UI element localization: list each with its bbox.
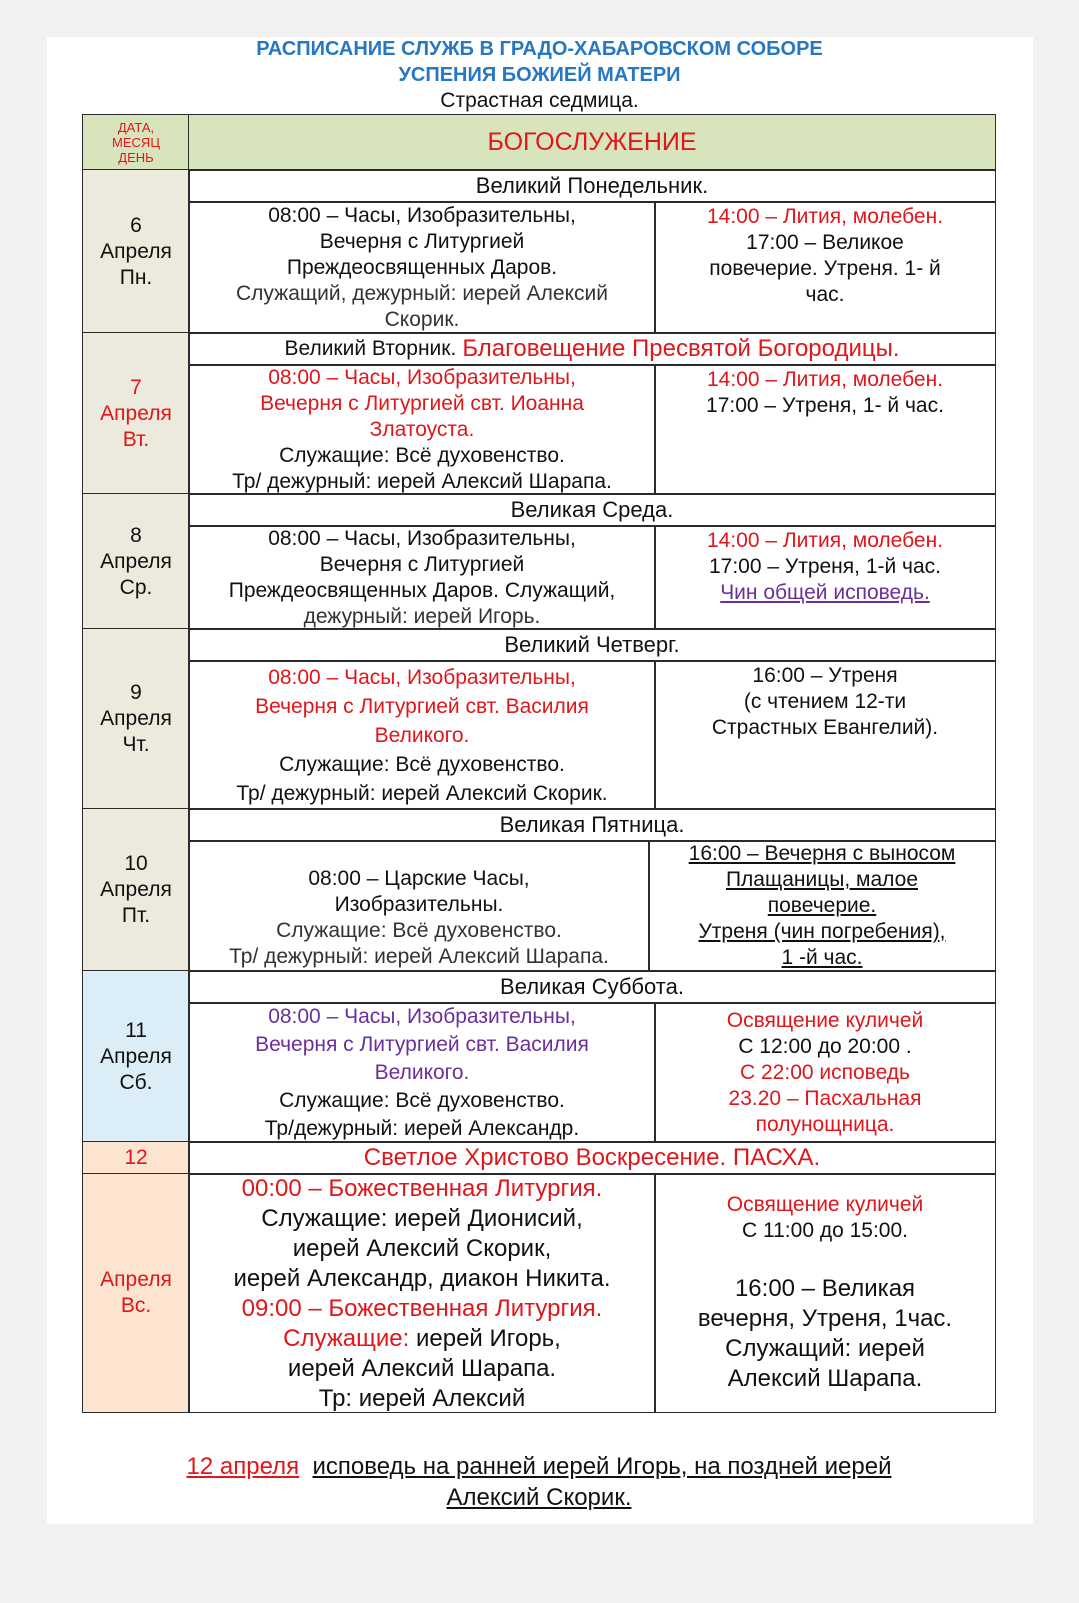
- weekday: Ср.: [119, 575, 153, 599]
- service-line: 23.20 – Пасхальная: [728, 1086, 922, 1110]
- date-cell-friday: [82, 808, 190, 972]
- service-line: Вечерня с Литургией: [319, 552, 525, 576]
- clergy-line: Служащие: иерей Дионисий,: [261, 1205, 583, 1232]
- footer-note: [82, 1451, 996, 1513]
- clergy-line: Алексий Шарапа.: [727, 1365, 923, 1392]
- day-title: Великий Понедельник.: [475, 173, 709, 198]
- weekday: Вт.: [122, 427, 150, 451]
- month: Апреля: [100, 878, 172, 901]
- clergy-line: Тр: иерей Алексий: [318, 1385, 526, 1412]
- date-cell-thursday: [82, 628, 190, 810]
- service-line: 16:00 – Утреня: [752, 664, 898, 687]
- service-line: 1 -й час.: [781, 946, 863, 969]
- day-title: Великая Пятница.: [499, 812, 685, 837]
- right-cell-thursday: [654, 660, 996, 810]
- day-number: 8: [130, 523, 142, 547]
- day-title-thursday: [188, 628, 996, 662]
- right-cell-friday: [648, 840, 996, 972]
- right-cell-tuesday: [654, 364, 996, 495]
- weekday: Сб.: [119, 1070, 153, 1094]
- service-line: 17:00 – Утреня, 1-й час.: [708, 555, 942, 578]
- service-line: 16:00 – Великая: [734, 1275, 916, 1302]
- service-line: Изобразительны.: [334, 893, 504, 916]
- month: Апреля: [100, 549, 172, 573]
- day-title: Великая Среда.: [510, 497, 674, 522]
- clergy-line: дежурный: иерей Игорь.: [303, 604, 541, 628]
- weekday: Пн.: [119, 265, 153, 289]
- left-cell-wednesday: [188, 525, 656, 630]
- clergy-line: Служащие: Всё духовенство.: [279, 752, 565, 776]
- clergy-line: Служащие: Всё духовенство.: [279, 443, 565, 467]
- service-line: Великого.: [374, 1060, 470, 1084]
- date-header-line-3: ДЕНЬ: [118, 150, 154, 165]
- service-line: Вечерня с Литургией свт. Василия: [255, 694, 589, 718]
- clergy-line: Служащие: Всё духовенство.: [279, 1088, 565, 1112]
- day-number: 12: [124, 1146, 148, 1169]
- title-line-2: УСПЕНИЯ БОЖИЕЙ МАТЕРИ: [398, 64, 681, 86]
- date-cell-easter-number: [82, 1141, 190, 1175]
- day-title-monday: [188, 169, 996, 203]
- left-cell-friday: [188, 840, 650, 972]
- clergy-line: Тр/ дежурный: иерей Алексий Скорик.: [236, 781, 608, 805]
- date-cell-saturday: [82, 970, 190, 1143]
- clergy-line: иерей Игорь,: [415, 1325, 561, 1352]
- day-title: Великий Вторник.: [284, 337, 457, 360]
- subtitle: Страстная седмица.: [440, 89, 639, 112]
- clergy-line: Тр/дежурный: иерей Александр.: [264, 1116, 580, 1140]
- service-line: Страстных Евангелий).: [711, 716, 939, 739]
- service-line: Вечерня с Литургией свт. Василия: [255, 1032, 589, 1056]
- service-line: вечерня, Утреня, 1час.: [697, 1305, 953, 1332]
- service-line: Вечерня с Литургией: [319, 229, 525, 253]
- feast-title: Благовещение Пресвятой Богородицы.: [462, 335, 900, 362]
- service-line: 08:00 – Часы, Изобразительны,: [268, 203, 576, 227]
- left-cell-easter: [188, 1173, 656, 1413]
- left-cell-tuesday: [188, 364, 656, 495]
- easter-title: Светлое Христово Воскресение. ПАСХА.: [363, 1144, 821, 1171]
- service-line: повечерие. Утреня. 1- й: [709, 257, 941, 280]
- clergy-line: Скорик.: [384, 307, 460, 331]
- schedule-table: [82, 114, 996, 1450]
- weekday: Вс.: [120, 1294, 152, 1317]
- liturgy-line: 00:00 – Божественная Литургия.: [241, 1175, 603, 1202]
- service-line: Плащаницы, малое: [725, 868, 919, 891]
- day-title-friday: [188, 808, 996, 842]
- day-number: 7: [130, 375, 142, 399]
- clergy-line: иерей Алексий Шарапа.: [287, 1355, 557, 1382]
- service-line: С 11:00 до 15:00.: [742, 1219, 908, 1242]
- confession-line: С 22:00 исповедь: [740, 1060, 910, 1084]
- day-title-tuesday: [188, 332, 996, 366]
- clergy-line: Служащие: Всё духовенство.: [276, 919, 562, 942]
- month: Апреля: [100, 1044, 172, 1068]
- month: Апреля: [100, 707, 172, 730]
- kulich-line: Освящение куличей: [726, 1008, 924, 1032]
- date-cell-easter: [82, 1173, 190, 1413]
- weekday: Чт.: [122, 733, 150, 756]
- easter-title-cell: [188, 1141, 996, 1175]
- day-title-wednesday: [188, 493, 996, 527]
- day-title-saturday: [188, 970, 996, 1004]
- service-line: 08:00 – Часы, Изобразительны,: [268, 526, 576, 550]
- service-line: Преждеосвященных Даров. Служащий,: [228, 578, 616, 602]
- litia-line: 14:00 – Лития, молебен.: [706, 368, 944, 391]
- service-line: 16:00 – Вечерня с выносом: [688, 842, 956, 865]
- day-title: Великая Суббота.: [500, 974, 684, 999]
- day-title: Великий Четверг.: [504, 632, 680, 657]
- left-cell-monday: [188, 201, 656, 334]
- clergy-line: Служащий: иерей: [725, 1335, 925, 1362]
- date-header-line-2: МЕСЯЦ: [112, 135, 160, 150]
- right-cell-saturday: [654, 1002, 996, 1143]
- date-header-line-1: ДАТА,: [117, 120, 155, 135]
- weekday: Пт.: [121, 904, 151, 927]
- service-line: Златоуста.: [369, 417, 475, 441]
- service-line: 08:00 – Часы, Изобразительны,: [268, 665, 576, 689]
- date-header-cell: [82, 114, 190, 171]
- service-line: час.: [805, 283, 845, 306]
- service-line: полунощница.: [755, 1112, 895, 1136]
- service-line: Вечерня с Литургией свт. Иоанна: [260, 391, 584, 415]
- service-line: 17:00 – Утреня, 1- й час.: [706, 394, 944, 417]
- clergy-line: иерей Алексий Скорик,: [292, 1235, 552, 1262]
- day-number: 6: [130, 213, 142, 237]
- service-line: 08:00 – Часы, Изобразительны,: [268, 365, 576, 389]
- clergy-line: Служащий, дежурный: иерей Алексий: [236, 281, 608, 305]
- service-line: Утреня (чин погребения),: [698, 920, 946, 943]
- service-line: 08:00 – Часы, Изобразительны,: [268, 1004, 576, 1028]
- left-cell-thursday: [188, 660, 656, 810]
- right-cell-wednesday: [654, 525, 996, 630]
- service-header: БОГОСЛУЖЕНИЕ: [487, 128, 697, 156]
- liturgy-line: 09:00 – Божественная Литургия.: [241, 1295, 603, 1322]
- service-line: Великого.: [374, 723, 470, 747]
- month: Апреля: [100, 1268, 172, 1291]
- day-number: 10: [124, 852, 148, 875]
- title-line-1: РАСПИСАНИЕ СЛУЖБ В ГРАДО-ХАБАРОВСКОМ СОБОРЕ: [256, 38, 823, 60]
- service-line: повечерие.: [767, 894, 877, 917]
- clergy-line: иерей Александр, диакон Никита.: [233, 1265, 611, 1292]
- left-cell-saturday: [188, 1002, 656, 1143]
- month: Апреля: [100, 239, 172, 263]
- footer-line-2: Алексий Скорик.: [446, 1484, 632, 1511]
- service-line: (с чтением 12-ти: [743, 690, 907, 713]
- confession-link[interactable]: Чин общей исповедь.: [720, 581, 930, 604]
- day-number: 11: [125, 1018, 147, 1042]
- kulich-line: Освящение куличей: [726, 1193, 924, 1216]
- service-line: С 12:00 до 20:00 .: [738, 1034, 912, 1058]
- date-cell-monday: [82, 169, 190, 334]
- date-cell-tuesday: [82, 332, 190, 495]
- right-cell-easter: [654, 1173, 996, 1413]
- service-line: 17:00 – Великое: [746, 231, 904, 254]
- date-cell-wednesday: [82, 493, 190, 630]
- litia-line: 14:00 – Лития, молебен.: [706, 529, 944, 552]
- month: Апреля: [100, 401, 172, 425]
- service-line: Преждеосвященных Даров.: [286, 255, 558, 279]
- litia-line: 14:00 – Лития, молебен.: [706, 205, 944, 228]
- right-cell-monday: [654, 201, 996, 334]
- service-header-cell: [188, 114, 996, 171]
- clergy-label: Служащие:: [283, 1325, 410, 1352]
- footer-line-1: исповедь на ранней иерей Игорь, на поздней иерей: [312, 1453, 892, 1480]
- clergy-line: Тр/ дежурный: иерей Алексий Шарапа.: [229, 945, 609, 968]
- footer-date: 12 апреля: [186, 1453, 300, 1480]
- clergy-line: Тр/ дежурный: иерей Алексий Шарапа.: [232, 469, 612, 493]
- service-line: 08:00 – Царские Часы,: [308, 867, 530, 890]
- day-number: 9: [130, 681, 142, 704]
